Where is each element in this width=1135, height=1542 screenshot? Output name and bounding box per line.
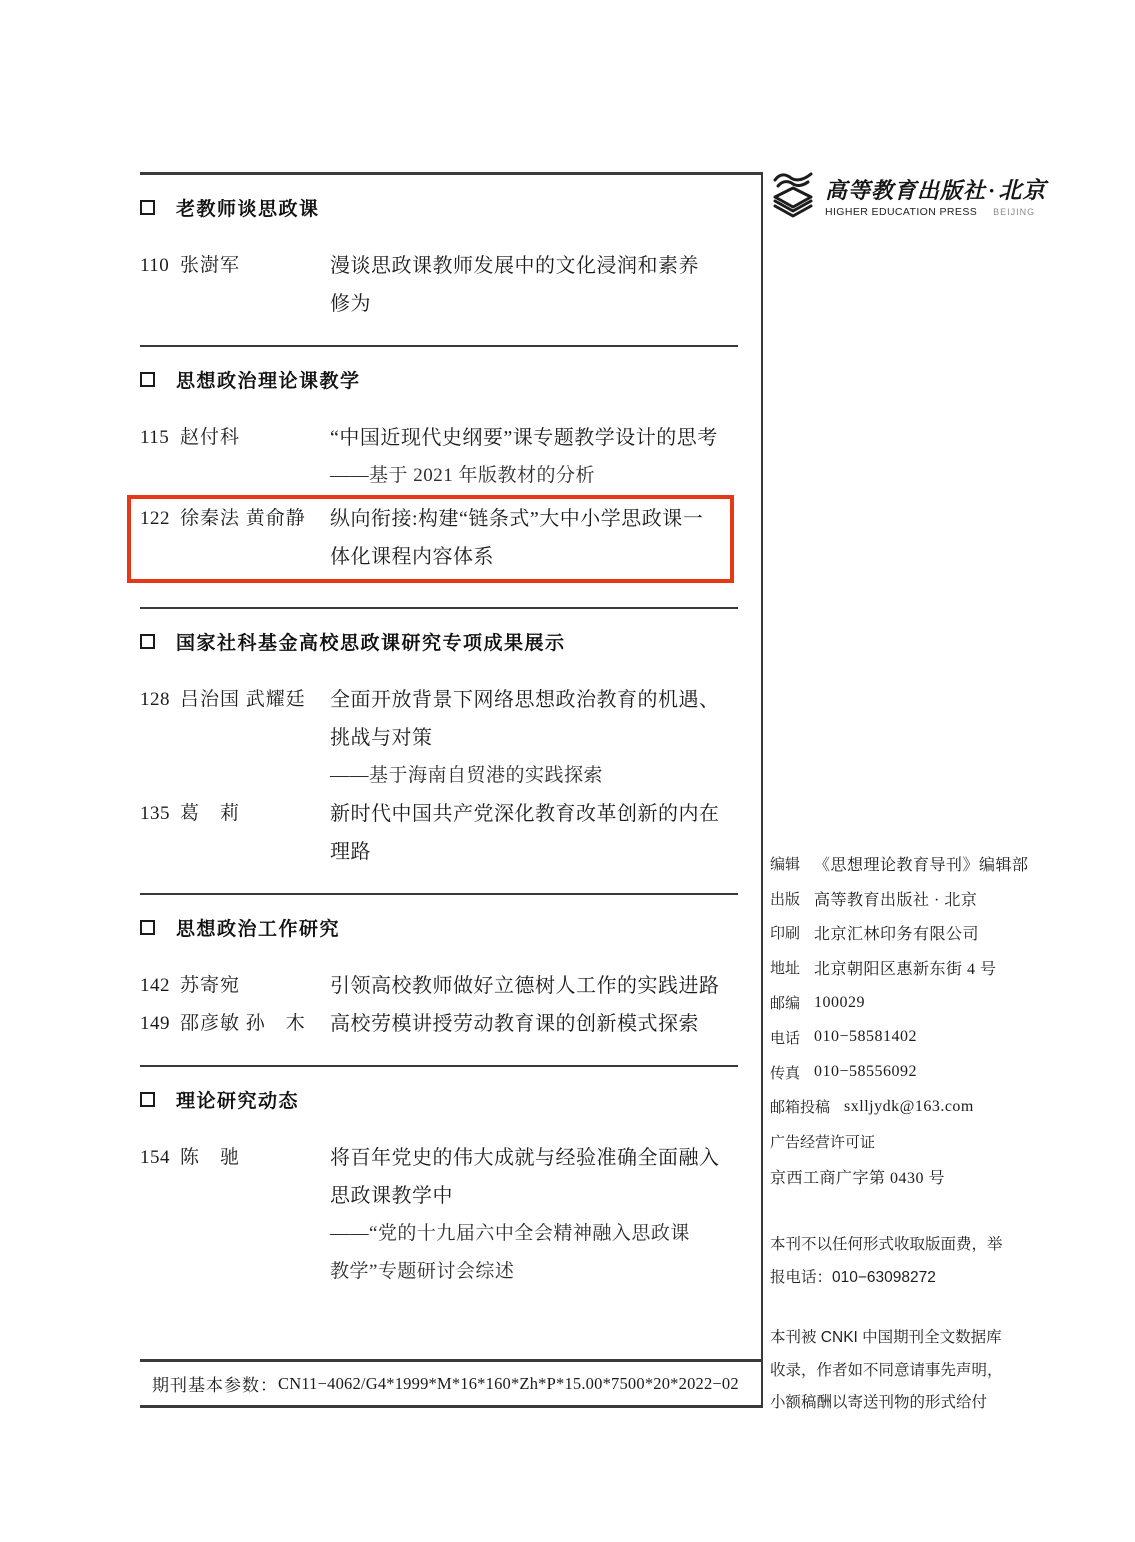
info-row [770, 1090, 1020, 1125]
toc-section-header [140, 1086, 740, 1113]
info-label: 印刷 [770, 925, 801, 943]
toc-main-column [140, 172, 740, 1291]
publisher-city-en: BEIJING [993, 207, 1036, 217]
info-row [770, 1055, 1020, 1090]
section-checkbox-icon [140, 200, 155, 215]
entry-page-number: 122 [140, 508, 170, 529]
entry-title [330, 1139, 740, 1291]
cnki-inclusion-notice [770, 1322, 1020, 1420]
entry-title-line: 纵向衔接:构建“链条式”大中小学思政课一 [330, 508, 704, 530]
entry-page-number: 128 [140, 689, 170, 710]
entry-title-line: 修为 [330, 293, 371, 315]
entry-page-number: 110 [140, 255, 170, 276]
publisher-logo [770, 170, 1047, 220]
section-divider [140, 345, 738, 347]
sidebar [770, 170, 1047, 1542]
entry-authors: 徐秦法 黄俞静 [180, 508, 306, 529]
ad-license-label: 广告经营许可证 [770, 1134, 876, 1152]
entry-title-line: 漫谈思政课教师发展中的文化浸润和素养 [330, 255, 699, 277]
toc-entry-highlighted[interactable] [140, 500, 730, 576]
publisher-logo-text [825, 170, 1046, 218]
info-value: 100029 [814, 993, 866, 1011]
toc-entry [140, 1005, 740, 1043]
entry-authors: 邵彦敏 孙 木 [180, 1013, 306, 1034]
info-row [770, 916, 1020, 951]
section-title: 老教师谈思政课 [176, 199, 320, 220]
entry-page-number: 149 [140, 1013, 170, 1034]
notice-line: 本刊不以任何形式收取版面费，举 [770, 1236, 1003, 1253]
section-checkbox-icon [140, 920, 155, 935]
notice-line: 报电话：010−63098272 [770, 1269, 936, 1286]
info-row [770, 985, 1020, 1020]
toc-entry [140, 1139, 740, 1291]
entry-title [330, 795, 740, 871]
entry-subtitle-line: ——“党的十九届六中全会精神融入思政课 [330, 1223, 690, 1244]
publisher-en: HIGHER EDUCATION PRESS [825, 206, 978, 218]
notice-line: 小额稿酬以寄送刊物的形式给付 [770, 1394, 988, 1411]
column-divider [761, 172, 763, 1408]
info-label: 邮箱投稿 [770, 1099, 831, 1117]
entry-authors: 陈 驰 [180, 1147, 241, 1168]
entry-subtitle-line: 教学”专题研讨会综述 [330, 1261, 515, 1282]
no-page-fee-notice [770, 1228, 1020, 1294]
section-title: 思想政治工作研究 [176, 919, 341, 940]
info-row [770, 846, 1029, 881]
top-rule [140, 172, 763, 175]
section-divider [140, 893, 738, 895]
entry-page-number: 115 [140, 427, 170, 448]
entry-title-line: 理路 [330, 841, 371, 863]
info-value: 高等教育出版社 · 北京 [814, 891, 978, 909]
publisher-cn: 高等教育出版社 [825, 178, 987, 203]
logo-separator-dot: · [988, 178, 997, 203]
publication-info-list [770, 846, 1029, 1194]
info-label: 编辑 [770, 855, 801, 873]
info-row [770, 881, 1020, 916]
section-title: 思想政治理论课教学 [176, 371, 361, 392]
section-title: 理论研究动态 [176, 1091, 300, 1112]
info-label: 出版 [770, 890, 801, 908]
journal-params-footer [140, 1359, 763, 1408]
section-title: 国家社科基金高校思政课研究专项成果展示 [176, 633, 566, 654]
info-value: 010−58556092 [814, 1063, 918, 1081]
section-checkbox-icon [140, 1092, 155, 1107]
entry-title [330, 1005, 740, 1043]
toc-section-header [140, 194, 740, 221]
toc-entry [140, 247, 740, 323]
entry-authors: 葛 莉 [180, 803, 241, 824]
section-divider [140, 607, 738, 609]
entry-page-number: 142 [140, 975, 170, 996]
entry-title-line: 将百年党史的伟大成就与经验准确全面融入 [330, 1147, 720, 1169]
info-value: 010−58581402 [814, 1028, 918, 1046]
section-checkbox-icon [140, 372, 155, 387]
entry-title [330, 681, 740, 795]
entry-title [330, 967, 740, 1005]
toc-entry [140, 967, 740, 1005]
toc-entry [140, 795, 740, 871]
entry-title-line: “中国近现代史纲要”课专题教学设计的思考 [330, 427, 718, 449]
highlight-annotation-box[interactable] [127, 495, 734, 583]
stacked-books-icon [770, 170, 818, 220]
toc-section-header [140, 628, 740, 655]
notice-line: 本刊被 CNKI 中国期刊全文数据库 [770, 1329, 1002, 1346]
entry-title-line: 挑战与对策 [330, 727, 433, 749]
footer-value: CN11−4062/G4*1999*M*16*160*Zh*P*15.00*7500*20*2022−02 [278, 1373, 739, 1393]
info-value: 《思想理论教育导刊》编辑部 [814, 856, 1029, 874]
toc-entry [140, 681, 740, 795]
entry-subtitle-line: ——基于 2021 年版教材的分析 [330, 465, 596, 486]
entry-page-number: 154 [140, 1147, 170, 1168]
entry-authors: 苏寄宛 [180, 975, 241, 996]
toc-entry [140, 419, 740, 495]
publisher-city-cn: 北京 [998, 178, 1047, 203]
footer-label: 期刊基本参数： [152, 1376, 278, 1395]
entry-page-number: 135 [140, 803, 170, 824]
toc-section-header [140, 914, 740, 941]
info-label: 传真 [770, 1064, 801, 1082]
entry-authors: 赵付科 [180, 427, 241, 448]
entry-authors: 张澍军 [180, 255, 241, 276]
info-label: 电话 [770, 1029, 801, 1047]
entry-title-line: 全面开放背景下网络思想政治教育的机遇、 [330, 689, 720, 711]
notice-line: 收录，作者如不同意请事先声明， [770, 1361, 1003, 1379]
entry-title-line: 新时代中国共产党深化教育改革创新的内在 [330, 803, 720, 825]
entry-authors: 吕治国 武耀廷 [180, 689, 306, 710]
entry-title [330, 500, 730, 576]
entry-title-line: 思政课教学中 [330, 1185, 453, 1207]
info-value: 北京汇林印务有限公司 [814, 926, 980, 944]
entry-title-line: 体化课程内容体系 [330, 546, 494, 568]
ad-license-number: 京西工商广字第 0430 号 [770, 1170, 946, 1188]
section-divider [140, 1065, 738, 1067]
info-label: 邮编 [770, 995, 801, 1013]
submission-email: sxlljydk@163.com [844, 1097, 974, 1115]
toc-section-header [140, 366, 740, 393]
info-row [770, 950, 1020, 985]
publisher-name-en [825, 206, 1046, 218]
info-label: 地址 [770, 960, 801, 978]
entry-subtitle-line: ——基于海南自贸港的实践探索 [330, 765, 604, 786]
entry-title [330, 247, 740, 323]
info-value: 北京朝阳区惠新东街 4 号 [814, 961, 997, 979]
entry-title-line: 高校劳模讲授劳动教育课的创新模式探索 [330, 1013, 699, 1035]
entry-title [330, 419, 740, 495]
info-row [770, 1020, 1020, 1055]
section-checkbox-icon [140, 634, 155, 649]
entry-title-line: 引领高校教师做好立德树人工作的实践进路 [330, 975, 720, 997]
publisher-name-cn [825, 172, 1046, 205]
